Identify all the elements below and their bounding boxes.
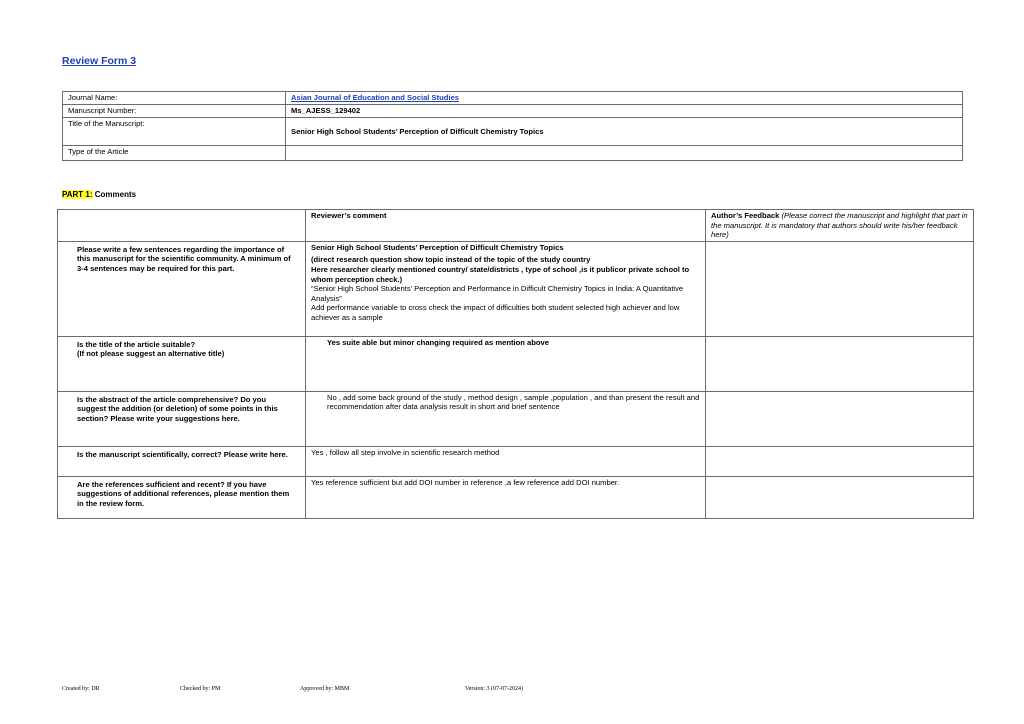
manuscript-title-label: Title of the Manuscript: (63, 118, 286, 146)
journal-name-label: Journal Name: (63, 92, 286, 105)
comment-cell (306, 391, 706, 446)
manuscript-info-table (62, 91, 963, 161)
comments-table (57, 209, 974, 519)
header-row (58, 210, 974, 242)
comment-cell (306, 241, 706, 336)
manuscript-number-label: Manuscript Number: (63, 105, 286, 118)
table-row (58, 336, 974, 391)
comment-bold-text: (direct research question show topic instead of the topic of the study country Here researcher clearly mentioned country/ state/districts , type of school ,is it publicor private school to whom perception check.) (311, 255, 690, 284)
comment-title: Senior High School Students’ Perception of Difficult Chemistry Topics (311, 242, 564, 252)
article-type-label: Type of the Article (63, 146, 286, 161)
author-feedback-header (706, 210, 974, 242)
reviewer-comment-header: Reviewer’s comment (306, 210, 706, 242)
manuscript-number-value: Ms_AJESS_129402 (286, 105, 963, 118)
comment-text: “Senior High School Students’ Perception and Performance in Difficult Chemistry Topics in India: A Quantitative Analysis” Add performance variable to cross check the impact of difficulties both student selected high achiever and low achiever as a sample (311, 284, 684, 322)
comments-label: Comments (92, 190, 137, 199)
comment-cell: Yes reference sufficient but add DOI number in reference ,a few reference add DOI number. (306, 476, 706, 518)
comment-text: Yes suite able but minor changing required as mention above (327, 337, 549, 347)
footer-checked-by: Checked by: PM (180, 686, 221, 692)
header-empty-cell (58, 210, 306, 242)
table-row (58, 241, 974, 336)
table-row (58, 446, 974, 476)
footer-version: Version: 3 (07-07-2024) (465, 686, 523, 692)
comment-cell (306, 336, 706, 391)
question-cell: Please write a few sentences regarding the importance of this manuscript for the scientific community. A minimum of 3-4 sentences may be required for this part. (58, 241, 306, 336)
question-cell: Are the references sufficient and recent? If you have suggestions of additional references, please mention them in the review form. (58, 476, 306, 518)
author-feedback-cell[interactable] (706, 241, 974, 336)
table-row (58, 476, 974, 518)
table-row (58, 391, 974, 446)
question-cell: Is the abstract of the article comprehensive? Do you suggest the addition (or deletion) of some points in this section? Please write your suggestions here. (58, 391, 306, 446)
author-feedback-cell[interactable] (706, 476, 974, 518)
question-cell: Is the manuscript scientifically, correct? Please write here. (58, 446, 306, 476)
author-feedback-cell[interactable] (706, 336, 974, 391)
comment-text: No , add some back ground of the study , method design , sample ,population , and than present the result and recommendation after data analysis result in short and brief sentence (327, 392, 700, 412)
article-type-value (286, 146, 963, 161)
author-feedback-header-title: Author’s Feedback (711, 211, 780, 220)
footer-created-by: Created by: DR (62, 686, 100, 692)
footer-approved-by: Approved by: MBM (300, 686, 350, 692)
question-cell: Is the title of the article suitable? (If not please suggest an alternative title) (58, 336, 306, 391)
journal-name-link[interactable]: Asian Journal of Education and Social Studies (286, 92, 963, 105)
author-feedback-cell[interactable] (706, 391, 974, 446)
manuscript-title-value: Senior High School Students’ Perception of Difficult Chemistry Topics (286, 118, 963, 146)
comment-cell: Yes , follow all step involve in scientific research method (306, 446, 706, 476)
author-feedback-header-note: (Please correct the manuscript and highlight that part in the manuscript. It is mandatory that authors should write his/her feedback here) (711, 211, 968, 240)
part1-heading (62, 190, 136, 199)
author-feedback-cell[interactable] (706, 446, 974, 476)
form-title: Review Form 3 (62, 55, 137, 67)
part1-label: PART 1: (62, 190, 93, 199)
